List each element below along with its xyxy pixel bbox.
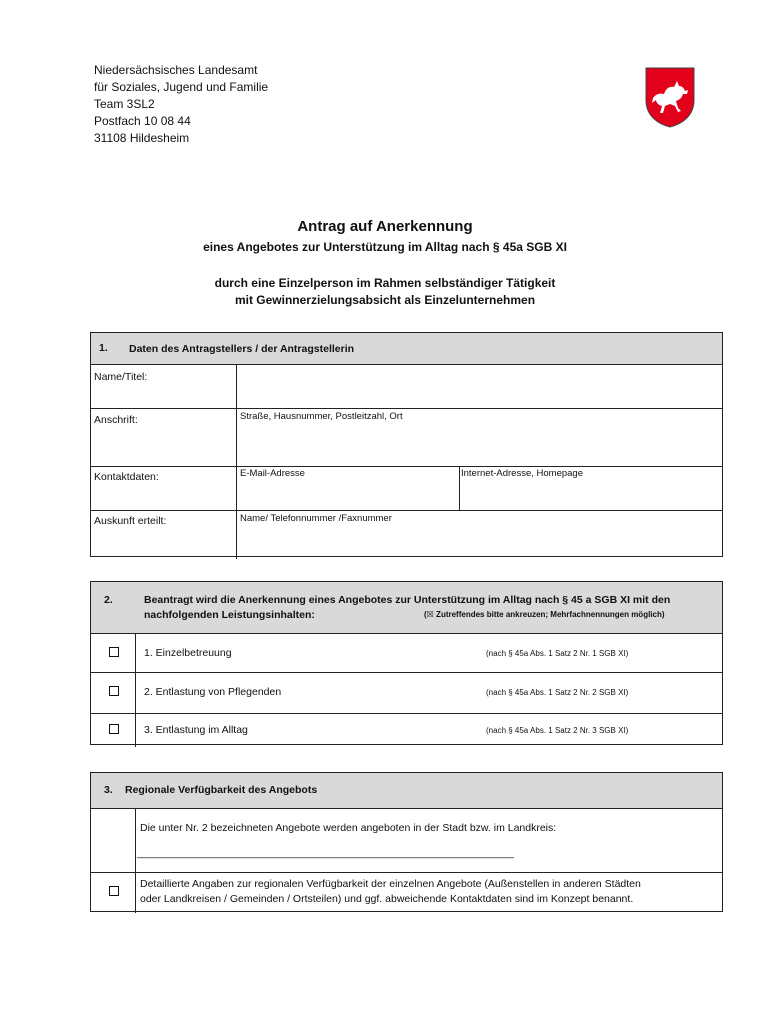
section-applicant [90, 332, 723, 557]
section-note: (☒ Zutreffendes bitte ankreuzen; Mehrfachnennungen möglich) [424, 610, 665, 619]
sender-address [94, 62, 268, 147]
service-row-2[interactable] [91, 673, 722, 714]
details-row[interactable] [91, 873, 722, 913]
details-text: oder Landkreisen / Gemeinden / Ortsteilen) und ggf. abweichende Kontaktdaten sind im Konzept benannt. [140, 893, 634, 905]
section-title: Daten des Antragstellers / der Antragstellerin [129, 343, 355, 355]
info-hint: Name/ Telefonnummer /Faxnummer [240, 513, 392, 524]
form-subtitle: mit Gewinnerzielungsabsicht als Einzelunternehmen [234, 293, 536, 307]
service-1-ref: (nach § 45a Abs. 1 Satz 2 Nr. 1 SGB XI) [486, 649, 629, 658]
section-header [91, 333, 722, 365]
service-1-label: 1. Einzelbetreuung [144, 647, 232, 659]
address-hint: Straße, Hausnummer, Postleitzahl, Ort [240, 411, 403, 422]
form-title: Antrag auf Anerkennung [297, 218, 473, 235]
form-subtitle: durch eine Einzelperson im Rahmen selbständiger Tätigkeit [214, 276, 556, 290]
section-title: Regionale Verfügbarkeit des Angebots [125, 784, 318, 796]
service-2-checkbox[interactable] [109, 686, 119, 696]
service-3-ref: (nach § 45a Abs. 1 Satz 2 Nr. 3 SGB XI) [486, 726, 629, 735]
section-title: nachfolgenden Leistungsinhalten: [144, 609, 315, 621]
details-text: Detaillierte Angaben zur regionalen Verfügbarkeit der einzelnen Angebote (Außenstellen in anderen Städten [140, 878, 641, 890]
section-number: 2. [104, 594, 113, 606]
form-subtitle: eines Angebotes zur Unterstützung im Alltag nach § 45a SGB XI [203, 240, 567, 254]
section-title: Beantragt wird die Anerkennung eines Angebotes zur Unterstützung im Alltag nach § 45 a SGB XI mit den [144, 594, 671, 606]
service-1-checkbox[interactable] [109, 647, 119, 657]
section-availability [90, 772, 723, 912]
address-line: 31108 Hildesheim [94, 131, 190, 145]
address-line: für Soziales, Jugend und Familie [94, 80, 269, 94]
section-services [90, 581, 723, 745]
region-text: Die unter Nr. 2 bezeichneten Angebote werden angeboten in der Stadt bzw. im Landkreis: [140, 822, 557, 834]
info-row[interactable] [91, 511, 722, 559]
address-row[interactable] [91, 409, 722, 467]
email-hint: E-Mail-Adresse [240, 468, 305, 479]
service-3-checkbox[interactable] [109, 724, 119, 734]
address-line: Postfach 10 08 44 [94, 114, 191, 128]
region-row[interactable] [91, 809, 722, 873]
service-row-1[interactable] [91, 634, 722, 673]
address-line: Niedersächsisches Landesamt [94, 63, 258, 77]
address-label: Anschrift: [94, 414, 138, 426]
address-line: Team 3SL2 [94, 97, 155, 111]
coat-of-arms-icon [644, 66, 696, 128]
details-checkbox[interactable] [109, 886, 119, 896]
name-row[interactable] [91, 365, 722, 409]
web-hint: Internet-Adresse, Homepage [461, 468, 583, 479]
section-number: 3. [104, 784, 113, 796]
section-header [91, 582, 722, 634]
service-2-ref: (nach § 45a Abs. 1 Satz 2 Nr. 2 SGB XI) [486, 688, 629, 697]
service-row-3[interactable] [91, 714, 722, 747]
name-label: Name/Titel: [94, 371, 148, 383]
info-label: Auskunft erteilt: [94, 515, 167, 527]
service-2-label: 2. Entlastung von Pflegenden [144, 686, 282, 698]
contact-row[interactable] [91, 467, 722, 511]
region-input-line[interactable]: ____________________________________________________________________ [137, 847, 514, 859]
section-number: 1. [99, 342, 108, 354]
section-header [91, 773, 722, 809]
service-3-label: 3. Entlastung im Alltag [144, 724, 248, 736]
contact-label: Kontaktdaten: [94, 471, 159, 483]
